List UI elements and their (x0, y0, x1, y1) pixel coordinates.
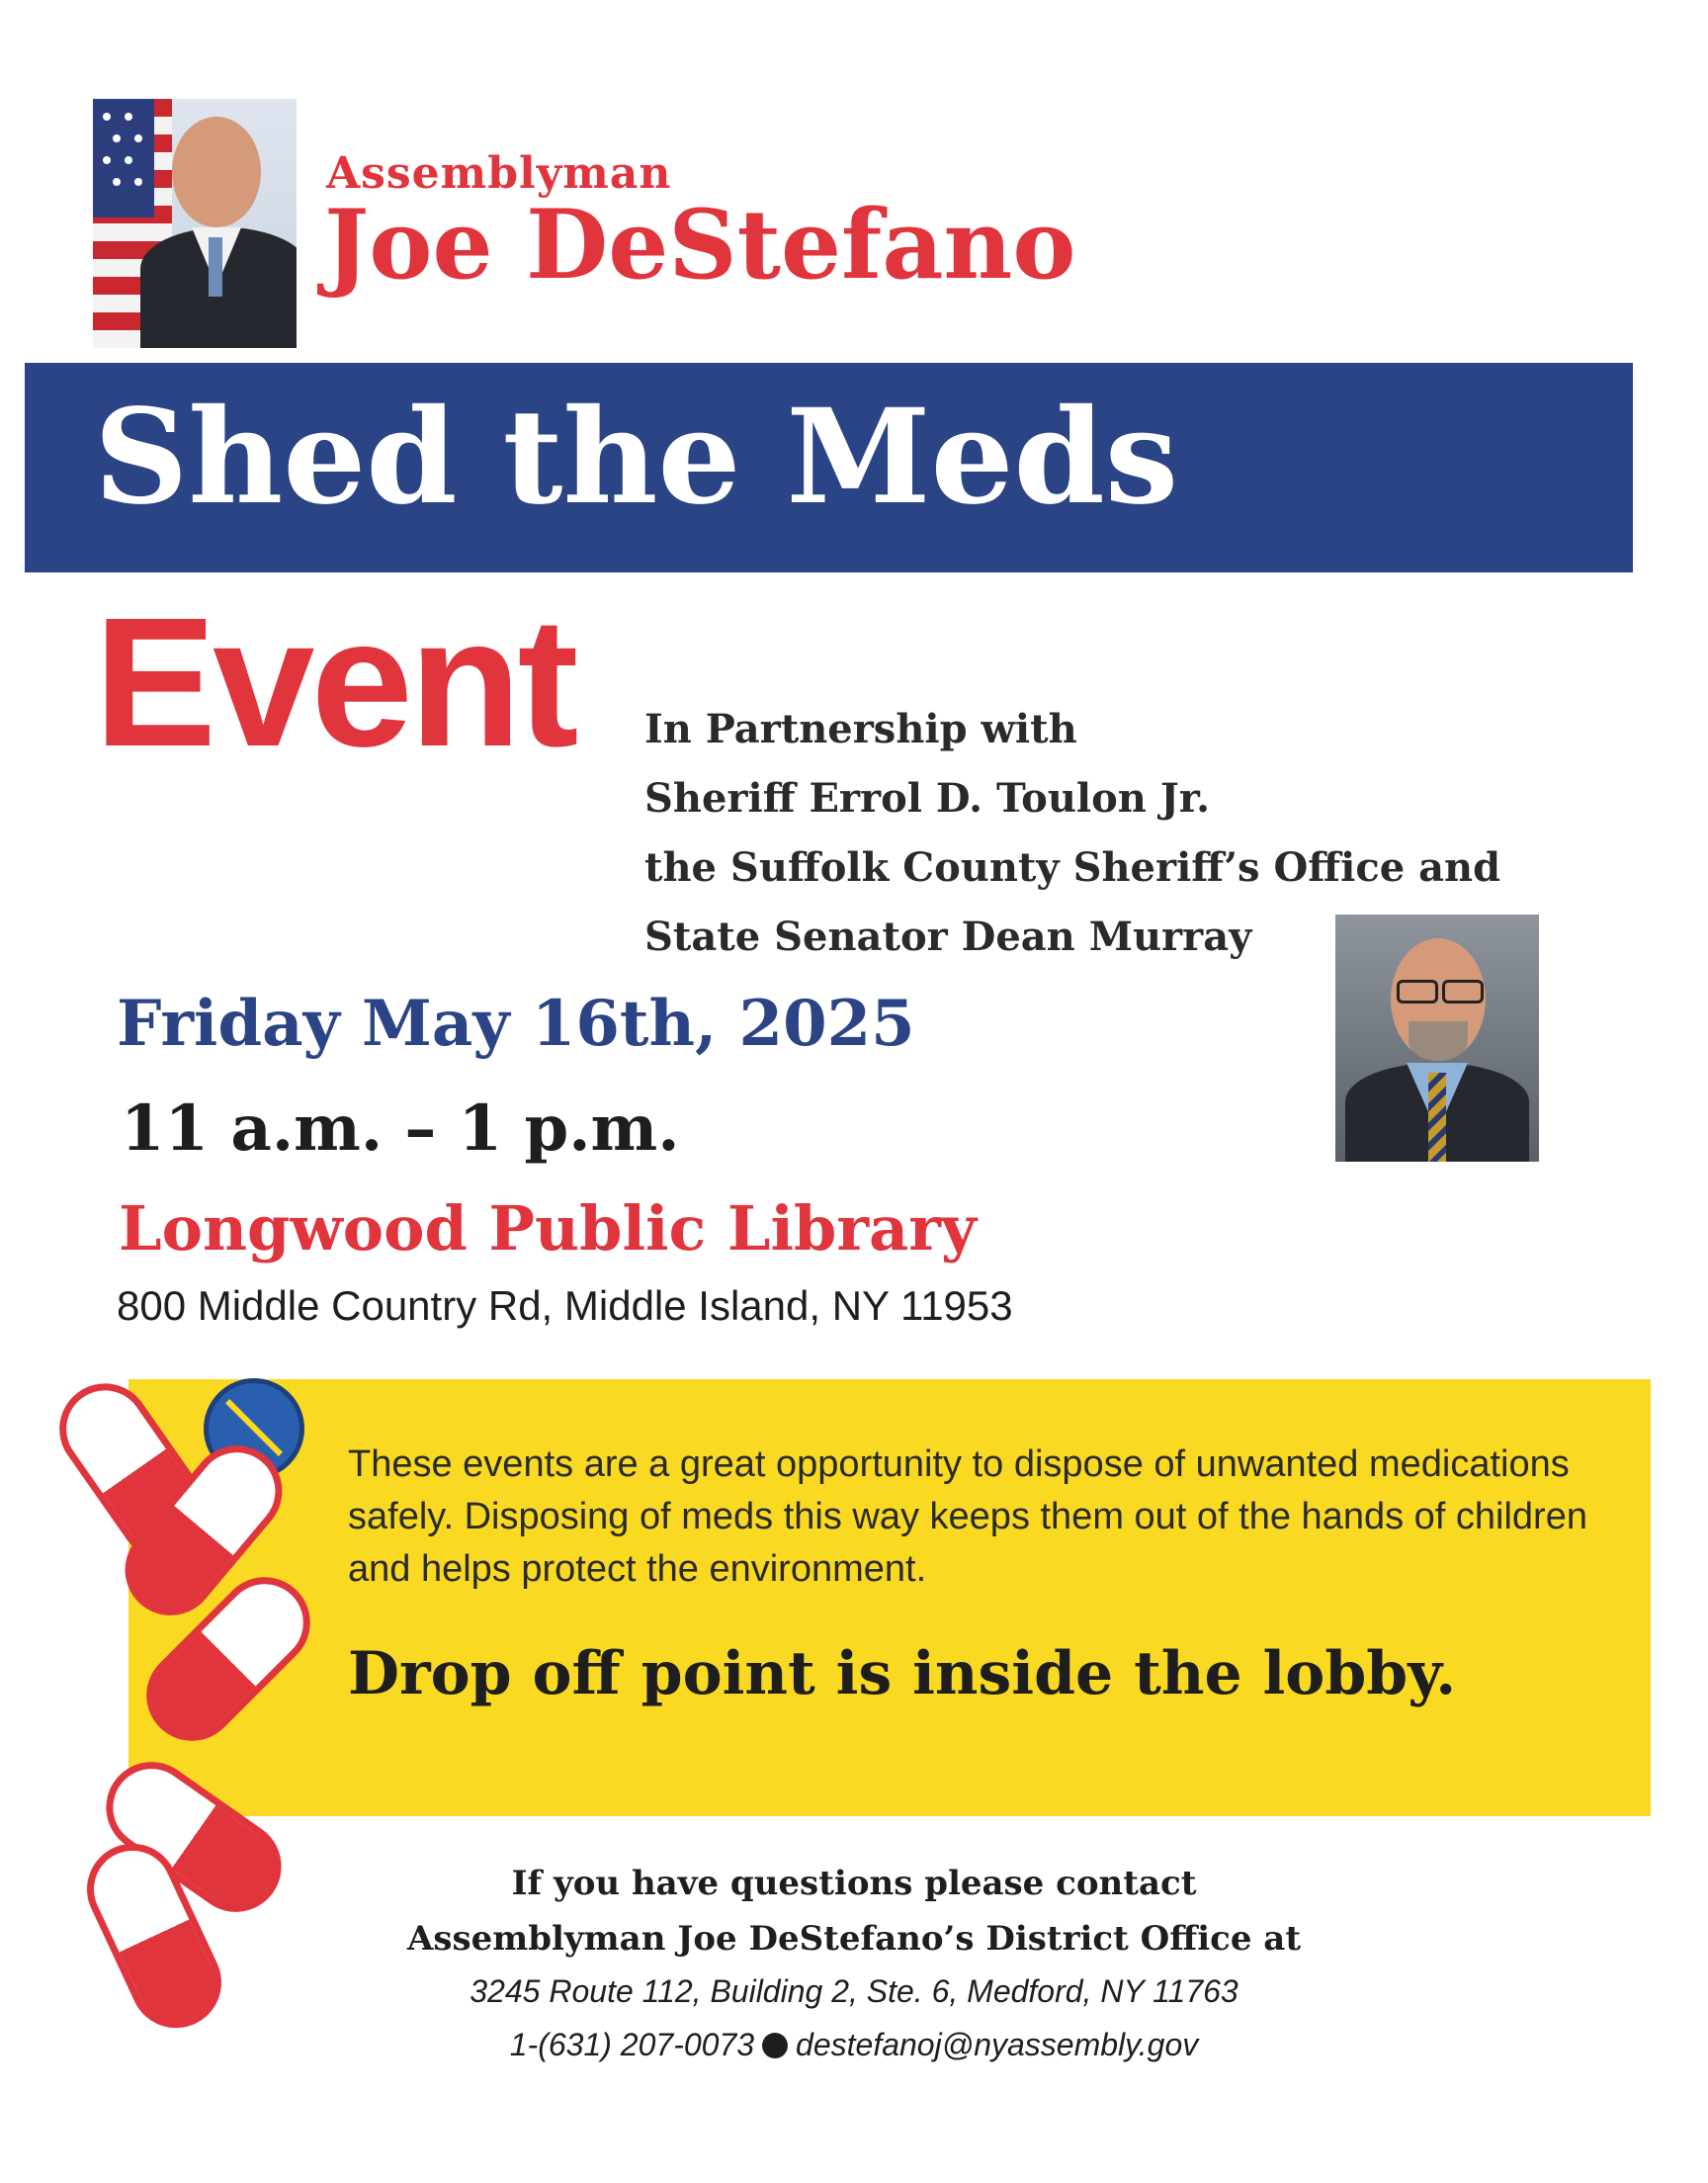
senator-photo (1335, 915, 1539, 1162)
partnership-line: Sheriff Errol D. Toulon Jr. (644, 775, 1211, 822)
contact-phone-email (0, 2029, 1708, 2060)
event-address: 800 Middle Country Rd, Middle Island, NY 11953 (117, 1282, 1013, 1329)
contact-phone: 1-(631) 207-0073 (509, 2027, 755, 2062)
assemblyman-name: Joe DeStefano (324, 189, 1076, 301)
partnership-line: In Partnership with (644, 706, 1077, 752)
event-heading: Event (94, 580, 575, 785)
assemblyman-title: Assemblyman (326, 148, 672, 199)
info-description: These events are a great opportunity to dispose of unwanted medications safely. Disposing of meds this way keeps them out of the hands of children and helps protect the environment. (348, 1443, 1587, 1590)
drop-off-note: Drop off point is inside the lobby. (348, 1639, 1457, 1708)
contact-address: 3245 Route 112, Building 2, Ste. 6, Medford, NY 11763 (470, 1973, 1238, 2009)
event-venue: Longwood Public Library (119, 1192, 977, 1265)
title-banner (25, 363, 1633, 572)
contact-line: If you have questions please contact (511, 1864, 1197, 1903)
contact-line: Assemblyman Joe DeStefano’s District Office at (406, 1919, 1302, 1959)
banner-title: Shed the Meds (94, 381, 1179, 534)
event-date: Friday May 16th, 2025 (117, 987, 915, 1061)
partnership-line: State Senator Dean Murray (644, 914, 1252, 960)
contact-email[interactable]: destefanoj@nyassembly.gov (796, 2027, 1199, 2062)
bullet-icon (762, 2033, 788, 2058)
info-box (128, 1379, 1651, 1816)
partnership-line: the Suffolk County Sheriff’s Office and (644, 844, 1501, 891)
event-time: 11 a.m. – 1 p.m. (121, 1092, 680, 1166)
assemblyman-photo (93, 99, 297, 348)
